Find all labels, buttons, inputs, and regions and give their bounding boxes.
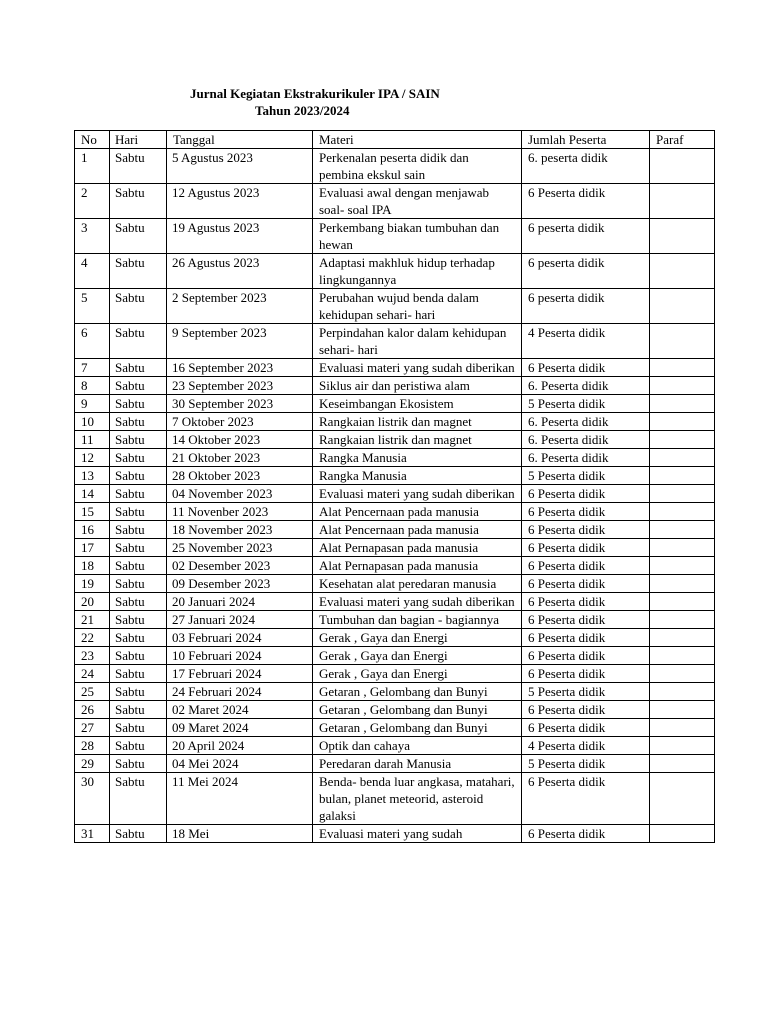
cell-materi: Alat Pernapasan pada manusia — [313, 539, 522, 557]
header-jumlah-peserta: Jumlah Peserta — [522, 131, 650, 149]
cell-materi: Benda- benda luar angkasa, matahari, bulan, planet meteorid, asteroid galaksi — [313, 773, 522, 825]
document-title: Jurnal Kegiatan Ekstrakurikuler IPA / SAIN — [190, 86, 440, 101]
cell-paraf — [650, 629, 715, 647]
cell-tanggal: 11 Novenber 2023 — [167, 503, 313, 521]
cell-jumlah-peserta: 6 Peserta didik — [522, 485, 650, 503]
cell-materi: Kesehatan alat peredaran manusia — [313, 575, 522, 593]
cell-jumlah-peserta: 6. Peserta didik — [522, 449, 650, 467]
cell-paraf — [650, 575, 715, 593]
cell-tanggal: 21 Oktober 2023 — [167, 449, 313, 467]
cell-jumlah-peserta: 6 Peserta didik — [522, 629, 650, 647]
cell-no: 20 — [75, 593, 110, 611]
cell-hari: Sabtu — [110, 665, 167, 683]
cell-tanggal: 10 Februari 2024 — [167, 647, 313, 665]
cell-tanggal: 09 Desember 2023 — [167, 575, 313, 593]
cell-paraf — [650, 611, 715, 629]
cell-no: 30 — [75, 773, 110, 825]
cell-materi: Rangkaian listrik dan magnet — [313, 431, 522, 449]
cell-tanggal: 12 Agustus 2023 — [167, 184, 313, 219]
cell-no: 16 — [75, 521, 110, 539]
cell-materi: Rangka Manusia — [313, 467, 522, 485]
cell-tanggal: 03 Februari 2024 — [167, 629, 313, 647]
cell-jumlah-peserta: 6. Peserta didik — [522, 431, 650, 449]
cell-tanggal: 18 November 2023 — [167, 521, 313, 539]
cell-materi: Getaran , Gelombang dan Bunyi — [313, 683, 522, 701]
cell-paraf — [650, 324, 715, 359]
cell-materi: Perpindahan kalor dalam kehidupan sehari- hari — [313, 324, 522, 359]
cell-jumlah-peserta: 6 Peserta didik — [522, 557, 650, 575]
table-row — [75, 773, 715, 825]
cell-materi: Alat Pernapasan pada manusia — [313, 557, 522, 575]
cell-jumlah-peserta: 6 Peserta didik — [522, 184, 650, 219]
cell-paraf — [650, 467, 715, 485]
cell-tanggal: 02 Maret 2024 — [167, 701, 313, 719]
cell-jumlah-peserta: 6 Peserta didik — [522, 539, 650, 557]
cell-paraf — [650, 755, 715, 773]
cell-hari: Sabtu — [110, 557, 167, 575]
cell-materi: Evaluasi materi yang sudah — [313, 825, 522, 843]
cell-jumlah-peserta: 6 Peserta didik — [522, 359, 650, 377]
cell-hari: Sabtu — [110, 593, 167, 611]
table-row — [75, 485, 715, 503]
cell-materi: Perkenalan peserta didik dan pembina ekskul sain — [313, 149, 522, 184]
table-row — [75, 149, 715, 184]
cell-tanggal: 04 Mei 2024 — [167, 755, 313, 773]
table-row — [75, 184, 715, 219]
cell-tanggal: 02 Desember 2023 — [167, 557, 313, 575]
table-row — [75, 719, 715, 737]
cell-paraf — [650, 413, 715, 431]
cell-materi: Getaran , Gelombang dan Bunyi — [313, 701, 522, 719]
cell-hari: Sabtu — [110, 539, 167, 557]
cell-paraf — [650, 395, 715, 413]
cell-hari: Sabtu — [110, 413, 167, 431]
cell-materi: Gerak , Gaya dan Energi — [313, 629, 522, 647]
cell-no: 6 — [75, 324, 110, 359]
cell-no: 3 — [75, 219, 110, 254]
table-row — [75, 665, 715, 683]
cell-no: 9 — [75, 395, 110, 413]
cell-hari: Sabtu — [110, 377, 167, 395]
table-row — [75, 359, 715, 377]
cell-jumlah-peserta: 6 Peserta didik — [522, 521, 650, 539]
cell-jumlah-peserta: 6 Peserta didik — [522, 575, 650, 593]
table-row — [75, 593, 715, 611]
cell-hari: Sabtu — [110, 521, 167, 539]
cell-tanggal: 14 Oktober 2023 — [167, 431, 313, 449]
cell-no: 11 — [75, 431, 110, 449]
cell-paraf — [650, 449, 715, 467]
cell-jumlah-peserta: 6 Peserta didik — [522, 593, 650, 611]
cell-materi: Alat Pencernaan pada manusia — [313, 521, 522, 539]
cell-hari: Sabtu — [110, 647, 167, 665]
cell-paraf — [650, 647, 715, 665]
cell-tanggal: 30 September 2023 — [167, 395, 313, 413]
cell-materi: Perkembang biakan tumbuhan dan hewan — [313, 219, 522, 254]
table-row — [75, 503, 715, 521]
cell-materi: Keseimbangan Ekosistem — [313, 395, 522, 413]
cell-no: 10 — [75, 413, 110, 431]
cell-paraf — [650, 485, 715, 503]
cell-jumlah-peserta: 6 Peserta didik — [522, 773, 650, 825]
cell-jumlah-peserta: 5 Peserta didik — [522, 467, 650, 485]
cell-tanggal: 2 September 2023 — [167, 289, 313, 324]
cell-materi: Evaluasi materi yang sudah diberikan — [313, 359, 522, 377]
cell-paraf — [650, 773, 715, 825]
table-row — [75, 467, 715, 485]
table-row — [75, 611, 715, 629]
cell-tanggal: 7 Oktober 2023 — [167, 413, 313, 431]
cell-no: 26 — [75, 701, 110, 719]
cell-jumlah-peserta: 5 Peserta didik — [522, 755, 650, 773]
cell-materi: Gerak , Gaya dan Energi — [313, 665, 522, 683]
cell-materi: Getaran , Gelombang dan Bunyi — [313, 719, 522, 737]
cell-materi: Rangka Manusia — [313, 449, 522, 467]
cell-no: 29 — [75, 755, 110, 773]
cell-hari: Sabtu — [110, 289, 167, 324]
cell-hari: Sabtu — [110, 737, 167, 755]
cell-paraf — [650, 683, 715, 701]
table-row — [75, 254, 715, 289]
table-row — [75, 289, 715, 324]
cell-hari: Sabtu — [110, 575, 167, 593]
cell-tanggal: 23 September 2023 — [167, 377, 313, 395]
cell-jumlah-peserta: 5 Peserta didik — [522, 395, 650, 413]
table-row — [75, 737, 715, 755]
cell-paraf — [650, 557, 715, 575]
cell-jumlah-peserta: 6 Peserta didik — [522, 611, 650, 629]
cell-no: 24 — [75, 665, 110, 683]
cell-paraf — [650, 359, 715, 377]
cell-hari: Sabtu — [110, 184, 167, 219]
cell-tanggal: 19 Agustus 2023 — [167, 219, 313, 254]
table-row — [75, 449, 715, 467]
cell-paraf — [650, 665, 715, 683]
cell-tanggal: 24 Februari 2024 — [167, 683, 313, 701]
document-subtitle: Tahun 2023/2024 — [255, 103, 350, 118]
cell-jumlah-peserta: 6 Peserta didik — [522, 647, 650, 665]
cell-jumlah-peserta: 6 Peserta didik — [522, 503, 650, 521]
activity-journal-table — [74, 130, 715, 843]
cell-materi: Evaluasi materi yang sudah diberikan — [313, 485, 522, 503]
cell-materi: Rangkaian listrik dan magnet — [313, 413, 522, 431]
cell-hari: Sabtu — [110, 629, 167, 647]
cell-no: 7 — [75, 359, 110, 377]
cell-no: 23 — [75, 647, 110, 665]
cell-paraf — [650, 149, 715, 184]
table-row — [75, 413, 715, 431]
table-row — [75, 557, 715, 575]
cell-paraf — [650, 701, 715, 719]
cell-hari: Sabtu — [110, 701, 167, 719]
table-row — [75, 701, 715, 719]
cell-hari: Sabtu — [110, 773, 167, 825]
table-row — [75, 377, 715, 395]
cell-materi: Siklus air dan peristiwa alam — [313, 377, 522, 395]
cell-paraf — [650, 377, 715, 395]
header-no: No — [75, 131, 110, 149]
cell-tanggal: 04 November 2023 — [167, 485, 313, 503]
cell-tanggal: 25 November 2023 — [167, 539, 313, 557]
cell-paraf — [650, 219, 715, 254]
cell-no: 5 — [75, 289, 110, 324]
cell-materi: Evaluasi awal dengan menjawab soal- soal IPA — [313, 184, 522, 219]
cell-no: 22 — [75, 629, 110, 647]
cell-no: 12 — [75, 449, 110, 467]
cell-hari: Sabtu — [110, 755, 167, 773]
cell-materi: Gerak , Gaya dan Energi — [313, 647, 522, 665]
cell-no: 4 — [75, 254, 110, 289]
cell-no: 2 — [75, 184, 110, 219]
cell-jumlah-peserta: 4 Peserta didik — [522, 324, 650, 359]
cell-materi: Optik dan cahaya — [313, 737, 522, 755]
header-hari: Hari — [110, 131, 167, 149]
cell-no: 15 — [75, 503, 110, 521]
cell-no: 25 — [75, 683, 110, 701]
cell-no: 13 — [75, 467, 110, 485]
cell-hari: Sabtu — [110, 324, 167, 359]
cell-hari: Sabtu — [110, 683, 167, 701]
table-row — [75, 825, 715, 843]
cell-no: 21 — [75, 611, 110, 629]
cell-tanggal: 28 Oktober 2023 — [167, 467, 313, 485]
cell-jumlah-peserta: 6 Peserta didik — [522, 825, 650, 843]
table-row — [75, 324, 715, 359]
cell-jumlah-peserta: 6 Peserta didik — [522, 719, 650, 737]
cell-no: 31 — [75, 825, 110, 843]
cell-hari: Sabtu — [110, 485, 167, 503]
cell-hari: Sabtu — [110, 359, 167, 377]
cell-paraf — [650, 539, 715, 557]
cell-tanggal: 20 April 2024 — [167, 737, 313, 755]
table-header-row — [75, 131, 715, 149]
cell-materi: Alat Pencernaan pada manusia — [313, 503, 522, 521]
cell-paraf — [650, 719, 715, 737]
table-row — [75, 521, 715, 539]
cell-hari: Sabtu — [110, 254, 167, 289]
cell-hari: Sabtu — [110, 503, 167, 521]
cell-jumlah-peserta: 6. peserta didik — [522, 149, 650, 184]
cell-jumlah-peserta: 6 Peserta didik — [522, 665, 650, 683]
cell-hari: Sabtu — [110, 825, 167, 843]
cell-paraf — [650, 521, 715, 539]
cell-hari: Sabtu — [110, 719, 167, 737]
cell-tanggal: 18 Mei — [167, 825, 313, 843]
header-paraf: Paraf — [650, 131, 715, 149]
cell-paraf — [650, 503, 715, 521]
cell-tanggal: 9 September 2023 — [167, 324, 313, 359]
cell-jumlah-peserta: 6 peserta didik — [522, 254, 650, 289]
cell-jumlah-peserta: 6 peserta didik — [522, 219, 650, 254]
cell-hari: Sabtu — [110, 219, 167, 254]
cell-tanggal: 20 Januari 2024 — [167, 593, 313, 611]
table-row — [75, 431, 715, 449]
table-row — [75, 575, 715, 593]
cell-hari: Sabtu — [110, 467, 167, 485]
cell-hari: Sabtu — [110, 449, 167, 467]
cell-paraf — [650, 431, 715, 449]
cell-hari: Sabtu — [110, 149, 167, 184]
cell-tanggal: 11 Mei 2024 — [167, 773, 313, 825]
cell-no: 28 — [75, 737, 110, 755]
header-materi: Materi — [313, 131, 522, 149]
cell-no: 17 — [75, 539, 110, 557]
cell-tanggal: 09 Maret 2024 — [167, 719, 313, 737]
cell-paraf — [650, 825, 715, 843]
cell-paraf — [650, 254, 715, 289]
cell-jumlah-peserta: 6 peserta didik — [522, 289, 650, 324]
cell-jumlah-peserta: 6. Peserta didik — [522, 413, 650, 431]
cell-tanggal: 26 Agustus 2023 — [167, 254, 313, 289]
cell-jumlah-peserta: 4 Peserta didik — [522, 737, 650, 755]
cell-tanggal: 16 September 2023 — [167, 359, 313, 377]
cell-hari: Sabtu — [110, 611, 167, 629]
cell-materi: Evaluasi materi yang sudah diberikan — [313, 593, 522, 611]
cell-no: 18 — [75, 557, 110, 575]
cell-jumlah-peserta: 6 Peserta didik — [522, 701, 650, 719]
cell-tanggal: 17 Februari 2024 — [167, 665, 313, 683]
table-row — [75, 683, 715, 701]
cell-no: 1 — [75, 149, 110, 184]
cell-hari: Sabtu — [110, 431, 167, 449]
cell-paraf — [650, 289, 715, 324]
cell-no: 14 — [75, 485, 110, 503]
cell-paraf — [650, 184, 715, 219]
table-row — [75, 395, 715, 413]
cell-no: 27 — [75, 719, 110, 737]
cell-paraf — [650, 593, 715, 611]
cell-materi: Peredaran darah Manusia — [313, 755, 522, 773]
cell-hari: Sabtu — [110, 395, 167, 413]
cell-jumlah-peserta: 6. Peserta didik — [522, 377, 650, 395]
cell-jumlah-peserta: 5 Peserta didik — [522, 683, 650, 701]
table-row — [75, 629, 715, 647]
table-row — [75, 755, 715, 773]
cell-tanggal: 27 Januari 2024 — [167, 611, 313, 629]
cell-materi: Tumbuhan dan bagian - bagiannya — [313, 611, 522, 629]
cell-materi: Perubahan wujud benda dalam kehidupan sehari- hari — [313, 289, 522, 324]
cell-no: 8 — [75, 377, 110, 395]
cell-tanggal: 5 Agustus 2023 — [167, 149, 313, 184]
table-row — [75, 647, 715, 665]
table-row — [75, 219, 715, 254]
table-row — [75, 539, 715, 557]
cell-paraf — [650, 737, 715, 755]
cell-no: 19 — [75, 575, 110, 593]
header-tanggal: Tanggal — [167, 131, 313, 149]
cell-materi: Adaptasi makhluk hidup terhadap lingkungannya — [313, 254, 522, 289]
